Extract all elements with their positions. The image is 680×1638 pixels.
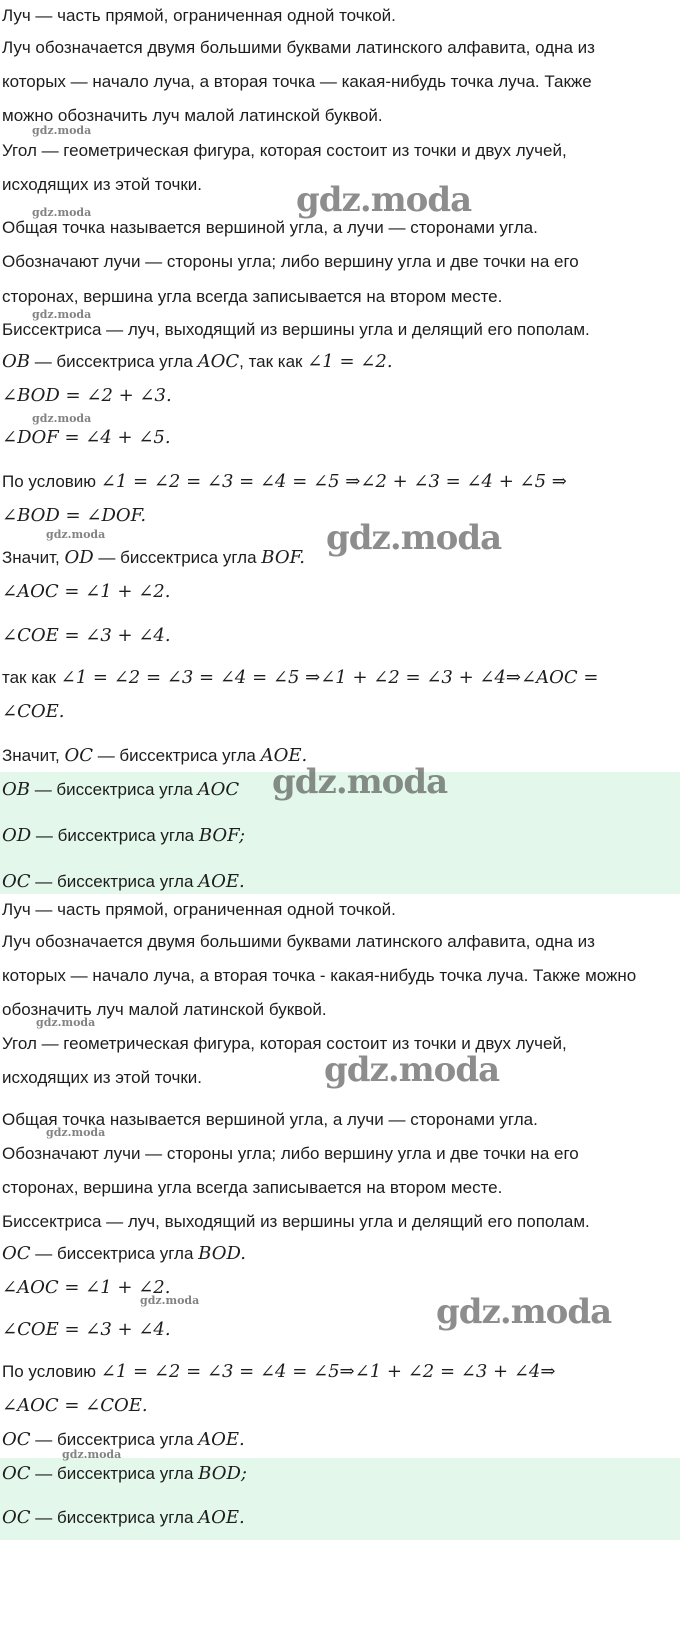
text-line: которых — начало луча, а вторая точка - какая-нибудь точка луча. Также можно bbox=[2, 966, 637, 985]
text: Значит, bbox=[2, 548, 65, 567]
answer-line bbox=[0, 872, 680, 892]
text-line: Обозначают лучи — стороны угла; либо вершину угла и две точки на его bbox=[2, 1144, 579, 1163]
watermark-small: gdz.moda bbox=[32, 412, 92, 425]
watermark-small: gdz.moda bbox=[140, 1294, 200, 1307]
formula-line bbox=[0, 1362, 680, 1382]
formula-line: ∠COE = ∠3 + ∠4. bbox=[2, 1319, 171, 1340]
text: — биссектриса угла bbox=[29, 780, 198, 799]
formula-line bbox=[0, 472, 680, 492]
formula-line bbox=[0, 668, 680, 688]
text-line: исходящих из этой точки. bbox=[2, 175, 202, 194]
formula-line bbox=[0, 1430, 680, 1450]
text-line: Угол — геометрическая фигура, которая состоит из точки и двух лучей, bbox=[2, 1034, 567, 1053]
text: — биссектриса угла bbox=[93, 548, 262, 567]
math-angle: BOD. bbox=[198, 1243, 246, 1264]
math-angle: AOC bbox=[197, 351, 240, 372]
text-line: Луч — часть прямой, ограниченная одной точкой. bbox=[2, 6, 396, 25]
text-line: которых — начало луча, а вторая точка — какая-нибудь точка луча. Также bbox=[2, 72, 592, 91]
math-ray: OC bbox=[2, 1243, 31, 1264]
watermark-small: gdz.moda bbox=[32, 308, 92, 321]
math-ray: OB bbox=[2, 351, 30, 372]
formula-line bbox=[0, 548, 680, 568]
math-ray: OB bbox=[2, 779, 30, 800]
text: — биссектриса угла bbox=[30, 872, 199, 891]
text-line: Луч — часть прямой, ограниченная одной точкой. bbox=[2, 900, 396, 919]
text-line: обозначить луч малой латинской буквой. bbox=[2, 1000, 327, 1019]
formula-line: ∠BOD = ∠DOF. bbox=[2, 505, 147, 526]
math-expr: ∠1 = ∠2 = ∠3 = ∠4 = ∠5 ⇒∠1 + ∠2 = ∠3 + ∠4⇒∠AOC = bbox=[60, 667, 599, 688]
math-ray: OC bbox=[2, 1507, 31, 1528]
math-ray: OC bbox=[64, 745, 93, 766]
math-ray: OD bbox=[2, 825, 32, 846]
math-angle: AOE. bbox=[198, 1429, 245, 1450]
formula-line: ∠AOC = ∠1 + ∠2. bbox=[2, 581, 171, 602]
answer-line bbox=[0, 826, 680, 846]
text: — биссектриса угла bbox=[31, 826, 199, 845]
answer-line bbox=[0, 780, 680, 800]
text-line: Биссектриса — луч, выходящий из вершины угла и делящий его пополам. bbox=[2, 320, 590, 339]
math-angle: AOE. bbox=[198, 1507, 245, 1528]
formula-line bbox=[0, 1244, 680, 1264]
math-angle: BOF. bbox=[261, 547, 305, 568]
math-ray: OC bbox=[2, 1463, 31, 1484]
text-line: Луч обозначается двумя большими буквами латинского алфавита, одна из bbox=[2, 932, 595, 951]
text-line: сторонах, вершина угла всегда записывается на втором месте. bbox=[2, 1178, 503, 1197]
math-expr: ∠1 = ∠2 = ∠3 = ∠4 = ∠5 ⇒∠2 + ∠3 = ∠4 + ∠5 ⇒ bbox=[100, 471, 567, 492]
text-line: Общая точка называется вершиной угла, а лучи — сторонами угла. bbox=[2, 218, 538, 237]
text-line: исходящих из этой точки. bbox=[2, 1068, 202, 1087]
formula-line: ∠DOF = ∠4 + ∠5. bbox=[2, 427, 171, 448]
formula-line: ∠COE = ∠3 + ∠4. bbox=[2, 625, 171, 646]
formula-line: ∠AOC = ∠COE. bbox=[2, 1395, 148, 1416]
math-ray: OC bbox=[2, 871, 31, 892]
text-line: Биссектриса — луч, выходящий из вершины угла и делящий его пополам. bbox=[2, 1212, 590, 1231]
formula-line: ∠BOD = ∠2 + ∠3. bbox=[2, 385, 172, 406]
formula-line bbox=[0, 746, 680, 766]
math-ray: OC bbox=[2, 1429, 31, 1450]
text: — биссектриса угла bbox=[30, 1244, 199, 1263]
formula-line: ∠COE. bbox=[2, 701, 65, 722]
text: — биссектриса угла bbox=[30, 1430, 199, 1449]
formula-line bbox=[0, 352, 680, 372]
answer-line bbox=[0, 1508, 680, 1528]
watermark-small: gdz.moda bbox=[36, 1016, 96, 1029]
answer-line bbox=[0, 1464, 680, 1484]
watermark-small: gdz.moda bbox=[46, 1126, 106, 1139]
text-line: Обозначают лучи — стороны угла; либо вершину угла и две точки на его bbox=[2, 252, 579, 271]
text-line: Общая точка называется вершиной угла, а лучи — сторонами угла. bbox=[2, 1110, 538, 1129]
watermark-big: gdz.moda bbox=[272, 762, 448, 802]
text-line: сторонах, вершина угла всегда записывается на втором месте. bbox=[2, 287, 503, 306]
watermark-small: gdz.moda bbox=[46, 528, 106, 541]
text: — биссектриса угла bbox=[92, 746, 261, 765]
text: Значит, bbox=[2, 746, 65, 765]
math-expr: ∠1 = ∠2 = ∠3 = ∠4 = ∠5⇒∠1 + ∠2 = ∠3 + ∠4⇒ bbox=[100, 1361, 556, 1382]
math-angle: AOE. bbox=[260, 745, 308, 766]
text: По условию bbox=[2, 472, 101, 491]
math-angle: BOF; bbox=[198, 825, 246, 846]
math-expr: ∠1 = ∠2. bbox=[307, 351, 393, 372]
watermark-big: gdz.moda bbox=[296, 180, 472, 220]
watermark-big: gdz.moda bbox=[324, 1050, 500, 1090]
text-line: Луч обозначается двумя большими буквами латинского алфавита, одна из bbox=[2, 38, 595, 57]
text-line: можно обозначить луч малой латинской буквой. bbox=[2, 106, 383, 125]
text: , так как bbox=[239, 352, 308, 371]
text: — биссектриса угла bbox=[29, 352, 198, 371]
watermark-small: gdz.moda bbox=[32, 206, 92, 219]
watermark-small: gdz.moda bbox=[62, 1448, 122, 1461]
formula-line: ∠AOC = ∠1 + ∠2. bbox=[2, 1277, 171, 1298]
text-line: Угол — геометрическая фигура, которая состоит из точки и двух лучей, bbox=[2, 141, 567, 160]
math-ray: OD bbox=[64, 547, 94, 568]
watermark-small: gdz.moda bbox=[32, 124, 92, 137]
watermark-big: gdz.moda bbox=[326, 518, 502, 558]
text: По условию bbox=[2, 1362, 101, 1381]
math-angle: AOE. bbox=[198, 871, 245, 892]
text: так как bbox=[2, 668, 61, 687]
math-angle: AOC bbox=[197, 779, 240, 800]
math-angle: BOD; bbox=[198, 1463, 247, 1484]
text: — биссектриса угла bbox=[30, 1508, 199, 1527]
watermark-big: gdz.moda bbox=[436, 1292, 612, 1332]
text: — биссектриса угла bbox=[30, 1464, 199, 1483]
